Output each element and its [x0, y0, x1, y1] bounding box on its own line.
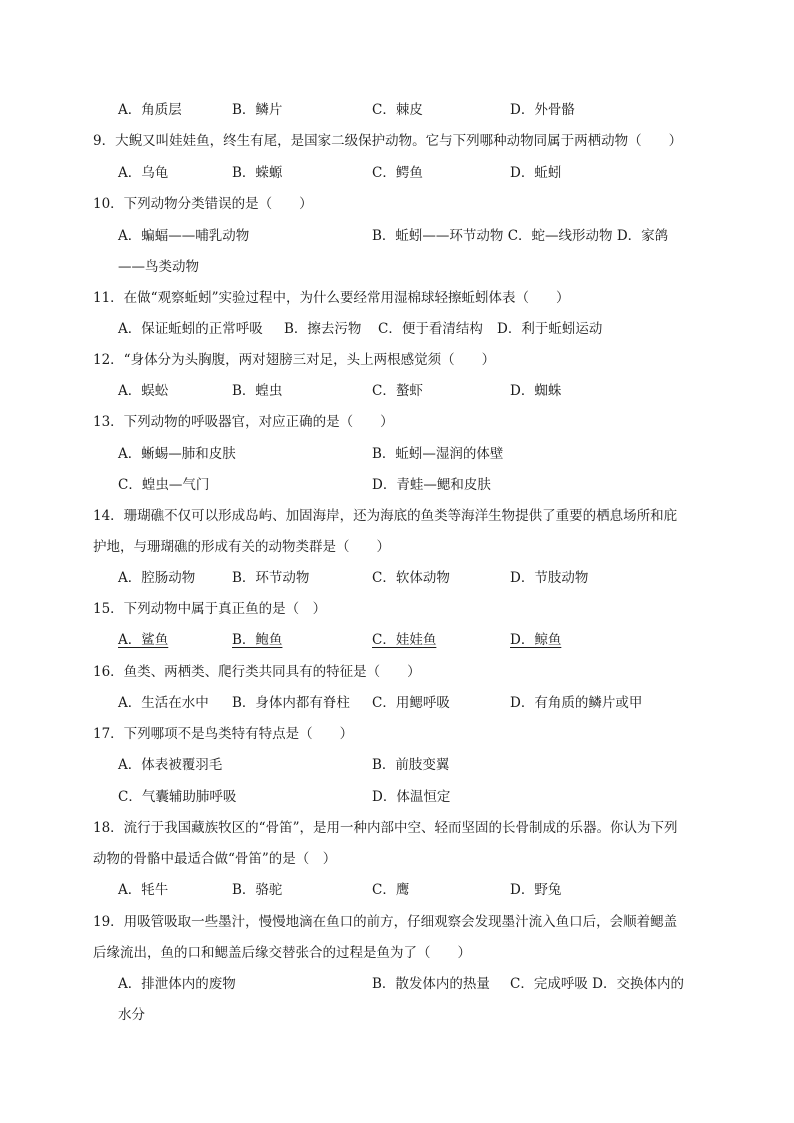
q17-stem: 17．下列哪项不是鸟类特有特点是（ ）: [93, 726, 354, 742]
q12-stem: 12．“身体分为头胸腹，两对翅膀三对足，头上两根感觉须（ ）: [93, 352, 496, 368]
q13-option-c: C．蝗虫—气门: [118, 477, 210, 493]
q11-option-c: C．便于看清结构: [378, 321, 483, 337]
q9-stem: 9．大鲵又叫娃娃鱼，终生有尾，是国家二级保护动物。它与下列哪种动物同属于两栖动物（ ）: [93, 133, 683, 149]
q13-option-a: A．蜥蜴—肺和皮肤: [118, 446, 236, 462]
q19-stem-continued: 后缘流出，鱼的口和鳃盖后缘交替张合的过程是鱼为了（ ）: [93, 945, 471, 961]
q15-option-c: C．娃娃鱼: [372, 632, 437, 648]
q19-option-cd: C．完成呼吸 D．交换体内的: [510, 976, 684, 992]
q18-stem: 18．流行于我国藏族牧区的“骨笛”，是用一种内部中空、轻而坚固的长骨制成的乐器。你认为下列: [93, 820, 678, 836]
q15-option-a: A．鲨鱼: [118, 632, 169, 648]
q19-stem: 19．用吸管吸取一些墨汁，慢慢地滴在鱼口的前方，仔细观察会发现墨汁流入鱼口后，会顺着鳃盖: [93, 914, 678, 930]
q12-option-d: D．蜘蛛: [510, 383, 562, 399]
q16-option-c: C．用鳃呼吸: [372, 695, 450, 711]
q15-stem: 15．下列动物中属于真正鱼的是（ ）: [93, 601, 327, 617]
q19-option-a: A．排泄体内的废物: [118, 976, 236, 992]
q8-option-a: A．角质层: [118, 102, 182, 118]
q14-option-a: A．腔肠动物: [118, 570, 196, 586]
q16-stem: 16．鱼类、两栖类、爬行类共同具有的特征是（ ）: [93, 664, 421, 680]
q16-option-d: D．有角质的鳞片或甲: [510, 695, 643, 711]
q16-option-b: B．身体内都有脊柱: [232, 695, 350, 711]
q17-option-d: D．体温恒定: [372, 789, 451, 805]
q18-option-c: C．鹰: [372, 882, 410, 898]
q12-option-c: C．螯虾: [372, 383, 423, 399]
q15-option-b: B．鲍鱼: [232, 632, 283, 648]
q11-option-d: D．利于蚯蚓运动: [497, 321, 603, 337]
q17-option-b: B．前肢变翼: [372, 757, 450, 773]
q8-option-d: D．外骨骼: [510, 102, 575, 118]
q10-option-bcd: B．蚯蚓——环节动物 C．蛇—线形动物 D．家鸽: [372, 228, 669, 244]
q8-option-b: B．鳞片: [232, 102, 283, 118]
q13-stem: 13．下列动物的呼吸器官，对应正确的是（ ）: [93, 414, 394, 430]
q17-option-a: A．体表被覆羽毛: [118, 757, 223, 773]
q12-option-b: B．蝗虫: [232, 383, 283, 399]
q8-option-c: C．棘皮: [372, 102, 423, 118]
q13-option-b: B．蚯蚓—湿润的体壁: [372, 446, 504, 462]
q10-stem: 10．下列动物分类错误的是（ ）: [93, 196, 313, 212]
q10-continuation: ——鸟类动物: [118, 259, 199, 275]
q9-option-c: C．鳄鱼: [372, 165, 423, 181]
q10-option-a: A．蝙蝠——哺乳动物: [118, 228, 250, 244]
q14-stem-continued: 护地，与珊瑚礁的形成有关的动物类群是（ ）: [93, 539, 390, 555]
q12-option-a: A．蜈蚣: [118, 383, 169, 399]
q19-continuation: 水分: [118, 1007, 145, 1023]
q11-option-a: A．保证蚯蚓的正常呼吸: [118, 321, 263, 337]
q11-option-b: B．擦去污物: [284, 321, 362, 337]
q13-option-d: D．青蛙—鳃和皮肤: [372, 477, 491, 493]
q18-stem-continued: 动物的骨骼中最适合做“骨笛”的是（ ）: [93, 851, 337, 867]
q14-option-c: C．软体动物: [372, 570, 450, 586]
q18-option-b: B．骆驼: [232, 882, 283, 898]
q15-option-d: D．鲸鱼: [510, 632, 562, 648]
q11-stem: 11．在做“观察蚯蚓”实验过程中，为什么要经常用湿棉球轻擦蚯蚓体表（ ）: [93, 290, 570, 306]
q9-option-a: A．乌龟: [118, 165, 169, 181]
q14-stem: 14．珊瑚礁不仅可以形成岛屿、加固海岸，还为海底的鱼类等海洋生物提供了重要的栖息场所和庇: [93, 508, 678, 524]
q17-option-c: C．气囊辅助肺呼吸: [118, 789, 237, 805]
q14-option-d: D．节肢动物: [510, 570, 589, 586]
q18-option-a: A．牦牛: [118, 882, 169, 898]
q19-option-b: B．散发体内的热量: [372, 976, 490, 992]
q9-option-b: B．蝾螈: [232, 165, 283, 181]
q9-option-d: D．蚯蚓: [510, 165, 562, 181]
q16-option-a: A．生活在水中: [118, 695, 209, 711]
q18-option-d: D．野兔: [510, 882, 562, 898]
q14-option-b: B．环节动物: [232, 570, 310, 586]
